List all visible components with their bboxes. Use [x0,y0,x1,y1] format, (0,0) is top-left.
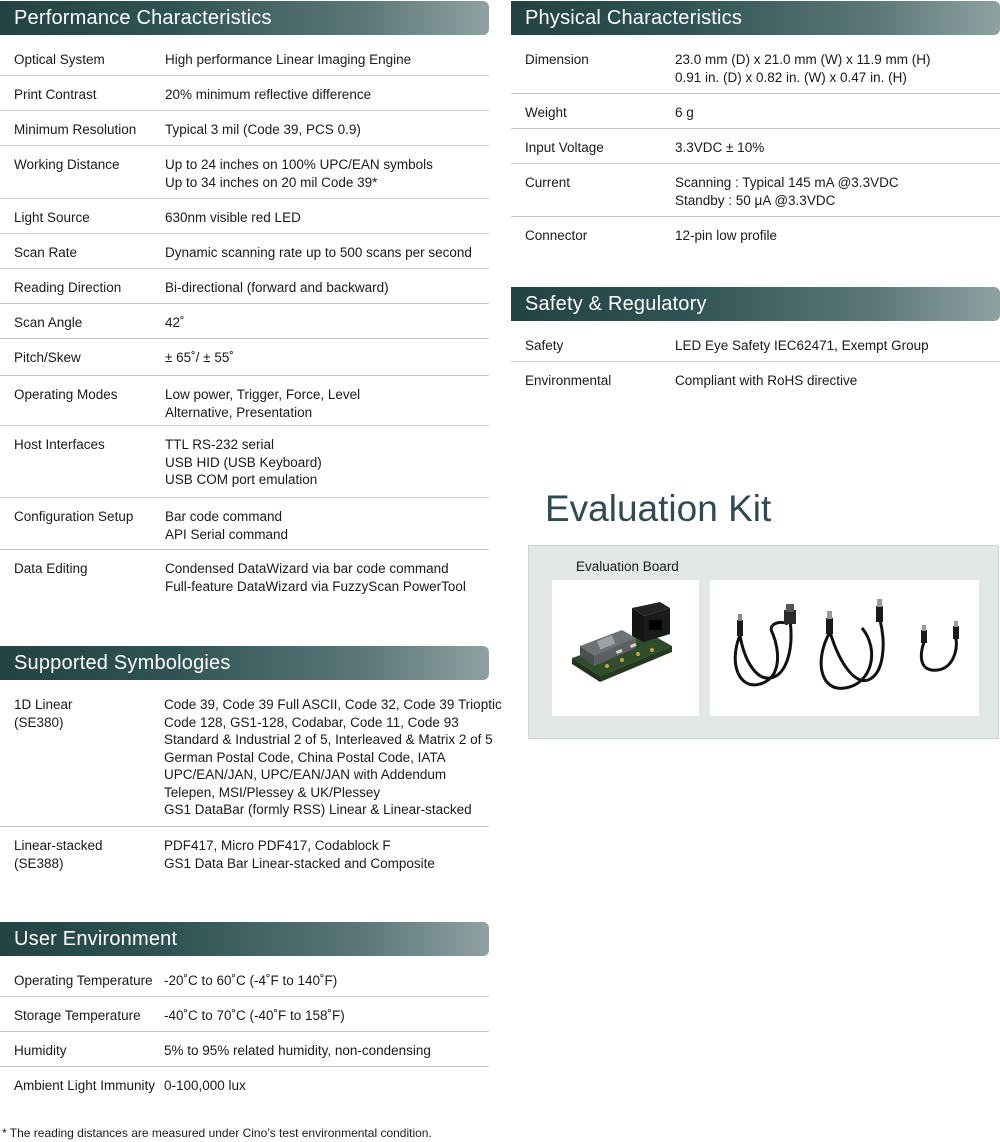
symbology-item: PDF417, Micro PDF417, Codablock F [164,838,391,853]
spec-value [675,174,1000,210]
env-value-line: -40˚C to 70˚C (-40˚F to 158˚F) [164,1008,345,1023]
spec-value-line: 6 g [675,105,694,120]
performance-header: Performance Characteristics [0,1,489,35]
spec-label: Optical System [14,52,105,67]
symbology-label-line: Linear-stacked [14,838,103,853]
spec-value [165,209,489,227]
spec-value-line: Dynamic scanning rate up to 500 scans per second [165,245,472,260]
spec-value-line: USB HID (USB Keyboard) [165,454,322,470]
symbology-row [0,827,489,879]
spec-value [675,51,1000,87]
spec-value [165,436,489,491]
spec-value [165,349,489,369]
symbologies-header: Supported Symbologies [0,646,489,680]
spec-label: Current [525,175,571,190]
evaluation-cables-image [710,580,979,716]
spec-value [165,51,489,69]
spec-label: Operating Modes [14,387,118,402]
symbology-item: Code 39, Code 39 Full ASCII, Code 32, Code 39 Trioptic [164,697,502,712]
spec-label: Light Source [14,210,90,225]
spec-value [675,139,1000,157]
spec-value-line: USB COM port emulation [165,472,318,487]
evaluation-kit-panel [528,545,999,739]
spec-value [675,372,1000,391]
spec-value-line: Alternative, Presentation [165,404,313,420]
spec-value-line: High performance Linear Imaging Engine [165,52,412,67]
spec-label: Input Voltage [525,140,604,155]
spec-row [0,199,489,234]
env-value-line: 0-100,000 lux [164,1078,246,1093]
env-value [164,1007,489,1025]
env-row [0,1067,489,1102]
spec-value-line: Full-feature DataWizard via FuzzyScan PowerTool [165,578,466,594]
spec-label: Print Contrast [14,87,97,102]
evaluation-kit-title: Evaluation Kit [545,488,772,529]
spec-value [165,386,489,419]
safety-header: Safety & Regulatory [511,287,1000,321]
spec-row [0,426,489,498]
user-environment-rows [0,962,489,1102]
spec-value [165,560,489,596]
spec-value-line: Bi-directional (forward and backward) [165,280,389,295]
spec-value [675,337,1000,355]
spec-row [0,146,489,199]
symbology-label [0,696,164,820]
user-environment-header: User Environment [0,922,489,956]
performance-rows [0,41,489,602]
spec-label: Scan Angle [14,315,83,330]
spec-row [0,498,489,550]
spec-row [0,376,489,426]
spec-row [0,550,489,602]
env-value-line: -20˚C to 60˚C (-4˚F to 140˚F) [164,973,338,988]
scanner-board-illustration [552,580,699,716]
spec-row [511,327,1000,362]
spec-value-line: Low power, Trigger, Force, Level [165,387,361,402]
symbology-row [0,686,502,827]
evaluation-board-label: Evaluation Board [576,559,679,574]
env-value-line: 5% to 95% related humidity, non-condensing [164,1043,431,1058]
spec-label: Scan Rate [14,245,78,260]
performance-section [0,1,489,602]
spec-label: Pitch/Skew [14,350,81,365]
spec-label: Reading Direction [14,280,122,295]
symbology-list [164,696,502,820]
spec-label: Safety [525,338,564,353]
spec-value-line: 0.91 in. (D) x 0.82 in. (W) x 0.47 in. (H) [675,69,907,85]
spec-label: Minimum Resolution [14,122,137,137]
env-label: Humidity [14,1043,67,1058]
symbology-item: Telepen, MSI/Plessey & UK/Plessey [164,784,381,800]
spec-value [675,104,1000,122]
env-row [0,962,489,997]
spec-value [165,156,489,192]
symbology-item: GS1 Data Bar Linear-stacked and Composite [164,855,435,871]
spec-value-line: Bar code command [165,509,283,524]
env-row [0,997,489,1032]
symbology-label-line: (SE380) [14,714,64,730]
footnote: * The reading distances are measured under Cino’s test environmental condition. [2,1126,432,1140]
spec-row [0,269,489,304]
spec-row [0,41,489,76]
spec-value-line: Condensed DataWizard via bar code command [165,561,449,576]
spec-row [511,217,1000,252]
symbology-item: Standard & Industrial 2 of 5, Interleaved & Matrix 2 of 5 [164,732,493,747]
spec-value [165,508,489,543]
spec-row [511,94,1000,129]
env-value [164,1077,489,1096]
physical-header: Physical Characteristics [511,1,1000,35]
spec-value-line: Standby : 50 μA @3.3VDC [675,192,836,208]
spec-value-line: 20% minimum reflective difference [165,87,372,102]
spec-value-line: Up to 34 inches on 20 mil Code 39* [165,174,378,190]
spec-label: Environmental [525,373,612,388]
env-label: Storage Temperature [14,1008,141,1023]
spec-label: Working Distance [14,157,120,172]
evaluation-board-image [552,580,699,716]
symbology-label-line: (SE388) [14,855,64,871]
spec-value-line: ± 65˚/ ± 55˚ [165,350,234,365]
spec-label: Weight [525,105,567,120]
env-value [164,1042,489,1060]
symbology-item: GS1 DataBar (formly RSS) Linear & Linear-stacked [164,802,472,817]
spec-value-line: Up to 24 inches on 100% UPC/EAN symbols [165,157,433,172]
spec-label: Dimension [525,52,589,67]
cables-illustration [710,580,979,716]
env-value [164,972,489,990]
spec-row [511,41,1000,94]
spec-value [165,121,489,139]
symbologies-rows [0,686,502,879]
spec-value-line: 630nm visible red LED [165,210,301,225]
spec-label: Host Interfaces [14,437,105,452]
spec-value-line: TTL RS-232 serial [165,437,275,452]
spec-row [0,76,489,111]
env-label: Ambient Light Immunity [14,1078,156,1093]
spec-row [511,129,1000,164]
spec-row [0,304,489,339]
physical-rows [511,41,1000,252]
user-environment-section [0,922,489,1102]
symbology-item: German Postal Code, China Postal Code, IATA [164,749,446,765]
spec-row [0,339,489,376]
spec-value-line: Scanning : Typical 145 mA @3.3VDC [675,175,899,190]
spec-value-line: 3.3VDC ± 10% [675,140,765,155]
spec-value [165,86,489,104]
spec-value-line: 23.0 mm (D) x 21.0 mm (W) x 11.9 mm (H) [675,52,931,67]
spec-value-line: 42˚ [165,315,185,330]
symbology-list [164,837,489,873]
safety-section [511,287,1000,397]
spec-row [0,111,489,146]
spec-row [511,164,1000,217]
spec-row [0,234,489,269]
spec-value [165,279,489,297]
symbologies-section [0,646,502,879]
symbology-item: UPC/EAN/JAN, UPC/EAN/JAN with Addendum [164,767,447,782]
spec-value [675,227,1000,246]
spec-row [511,362,1000,397]
spec-value [165,244,489,262]
env-label: Operating Temperature [14,973,153,988]
spec-value-line: 12-pin low profile [675,228,778,243]
symbology-item: Code 128, GS1-128, Codabar, Code 11, Code 93 [164,714,459,730]
spec-label: Data Editing [14,561,88,576]
physical-section [511,1,1000,252]
spec-value-line: Typical 3 mil (Code 39, PCS 0.9) [165,122,361,137]
spec-value-line: Compliant with RoHS directive [675,373,858,388]
symbology-label-line: 1D Linear [14,697,73,712]
symbology-label [0,837,164,873]
spec-value-line: LED Eye Safety IEC62471, Exempt Group [675,338,929,353]
spec-value [165,314,489,332]
spec-label: Configuration Setup [14,509,134,524]
spec-value-line: API Serial command [165,526,289,542]
spec-label: Connector [525,228,588,243]
env-row [0,1032,489,1067]
safety-rows [511,327,1000,397]
